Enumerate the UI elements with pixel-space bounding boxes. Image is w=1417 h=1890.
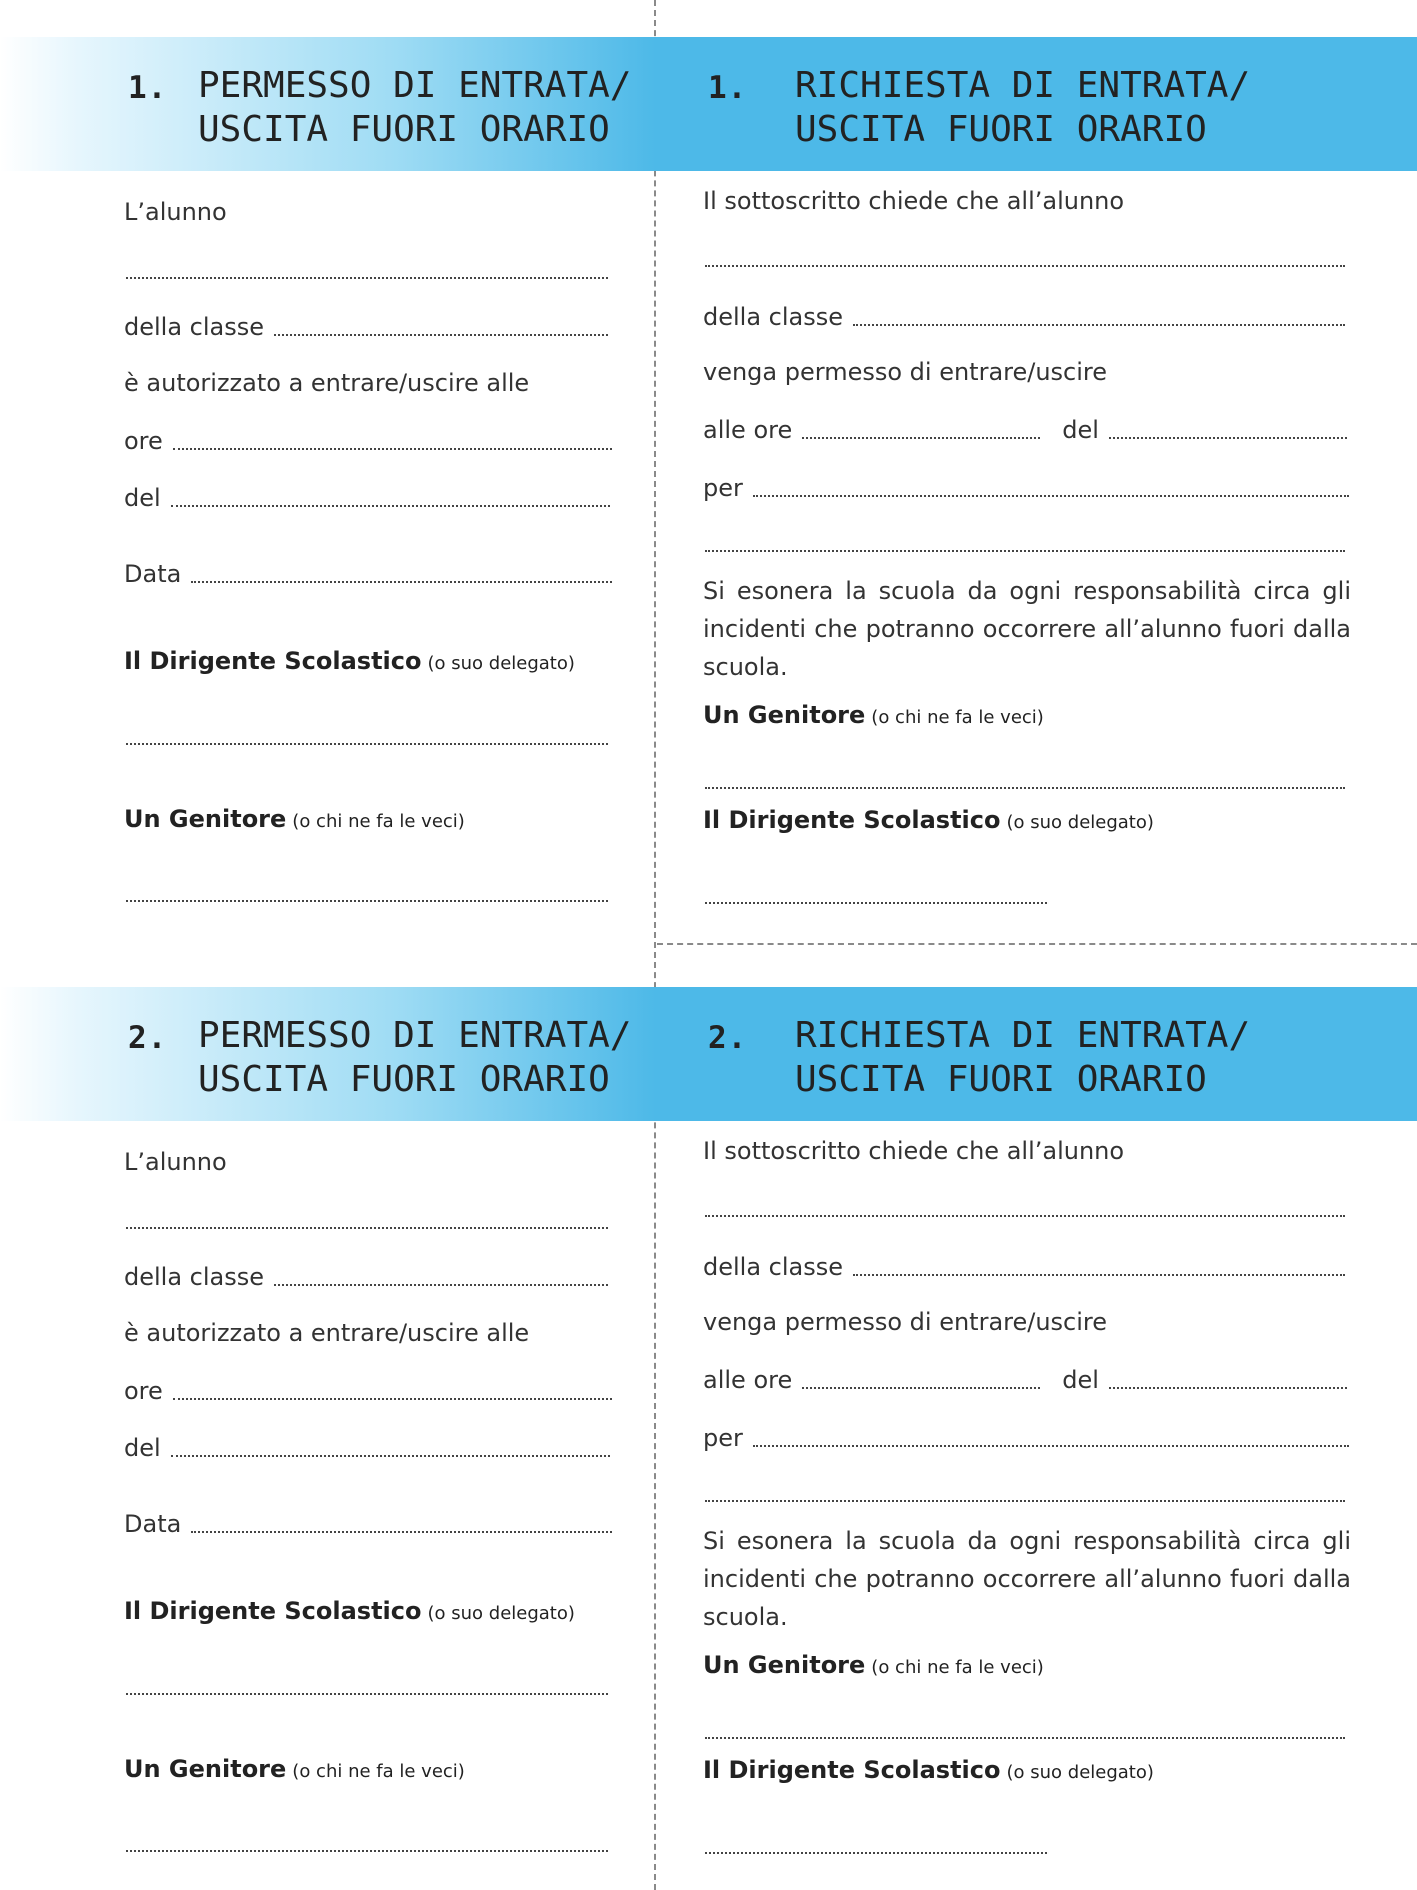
- del-field[interactable]: [124, 479, 610, 513]
- alle-ore-dots: [802, 437, 1040, 439]
- dirigente-signature-label: [124, 646, 575, 679]
- del-field[interactable]: [124, 1429, 610, 1463]
- data-label: Data: [124, 1510, 182, 1538]
- genitore-note: (o chi ne fa le veci): [871, 707, 1044, 728]
- alle-ore-del-field[interactable]: [703, 411, 1347, 445]
- classe-field[interactable]: [124, 308, 608, 342]
- permesso-number: 1.: [128, 70, 168, 106]
- per-dots: [753, 495, 1349, 497]
- per-label: per: [703, 1424, 743, 1452]
- richiesta-number: 1.: [708, 70, 748, 106]
- genitore-label: Un Genitore: [124, 1755, 287, 1783]
- per-field-line-2[interactable]: [705, 1500, 1345, 1502]
- genitore-label: Un Genitore: [703, 701, 866, 729]
- per-field[interactable]: [703, 1419, 1349, 1453]
- permesso-number: 2.: [128, 1020, 168, 1056]
- alunno-field[interactable]: [126, 1227, 608, 1229]
- classe-field[interactable]: [703, 298, 1345, 332]
- per-label: per: [703, 474, 743, 502]
- classe-dots: [853, 1274, 1345, 1276]
- dirigente-signature-field[interactable]: [126, 1693, 608, 1695]
- genitore-signature-field[interactable]: [705, 787, 1345, 789]
- genitore-signature-label: [124, 1754, 465, 1787]
- dirigente-note: (o suo delegato): [1006, 1762, 1154, 1783]
- intro-text: Il sottoscritto chiede che all’alunno: [703, 187, 1125, 215]
- permesso-title: PERMESSO DI ENTRATA/ USCITA FUORI ORARIO: [198, 1015, 632, 1100]
- genitore-signature-label: [124, 804, 465, 837]
- genitore-signature-field[interactable]: [126, 900, 608, 902]
- intro-text: Il sottoscritto chiede che all’alunno: [703, 1137, 1125, 1165]
- alunno-label: L’alunno: [124, 1148, 227, 1176]
- dirigente-label: Il Dirigente Scolastico: [703, 806, 1001, 834]
- horizontal-cut-line: [657, 943, 1417, 945]
- dirigente-label: Il Dirigente Scolastico: [124, 647, 422, 675]
- data-label: Data: [124, 560, 182, 588]
- ore-dots: [173, 1398, 612, 1400]
- classe-field[interactable]: [703, 1248, 1345, 1282]
- esonero-text: Si esonera la scuola da ogni responsabilità circa gli incidenti che potranno occorrere all’alunno fuori dalla scuola.: [703, 577, 1351, 681]
- del-label: del: [124, 1434, 161, 1462]
- alunno-field[interactable]: [705, 1215, 1345, 1217]
- alunno-field[interactable]: [705, 265, 1345, 267]
- richiesta-title: RICHIESTA DI ENTRATA/ USCITA FUORI ORARIO: [795, 65, 1251, 150]
- classe-label: della classe: [703, 303, 844, 331]
- ore-label: ore: [124, 1377, 163, 1405]
- classe-field[interactable]: [124, 1258, 608, 1292]
- richiesta-title: RICHIESTA DI ENTRATA/ USCITA FUORI ORARIO: [795, 1015, 1251, 1100]
- ore-dots: [173, 448, 612, 450]
- alle-ore-label: alle ore: [703, 416, 793, 444]
- data-dots: [191, 1531, 612, 1533]
- per-dots: [753, 1445, 1349, 1447]
- vertical-cut-line: [654, 0, 656, 1890]
- del-dots: [1109, 1387, 1347, 1389]
- dirigente-label: Il Dirigente Scolastico: [703, 1756, 1001, 1784]
- dirigente-note: (o suo delegato): [1006, 812, 1154, 833]
- richiesta-number: 2.: [708, 1020, 748, 1056]
- del-dots: [171, 505, 610, 507]
- alle-ore-label: alle ore: [703, 1366, 793, 1394]
- data-field[interactable]: [124, 1505, 612, 1539]
- genitore-label: Un Genitore: [703, 1651, 866, 1679]
- del-dots: [1109, 437, 1347, 439]
- permesso-text: venga permesso di entrare/uscire: [703, 1308, 1108, 1336]
- del-label: del: [1062, 416, 1099, 444]
- genitore-signature-field[interactable]: [705, 1737, 1345, 1739]
- genitore-note: (o chi ne fa le veci): [292, 1761, 465, 1782]
- esonero-text: Si esonera la scuola da ogni responsabilità circa gli incidenti che potranno occorrere all’alunno fuori dalla scuola.: [703, 1527, 1351, 1631]
- data-field[interactable]: [124, 555, 612, 589]
- genitore-label: Un Genitore: [124, 805, 287, 833]
- dirigente-signature-label: [124, 1596, 575, 1629]
- dirigente-note: (o suo delegato): [427, 1603, 575, 1624]
- dirigente-signature-field[interactable]: [126, 743, 608, 745]
- genitore-signature-field[interactable]: [126, 1850, 608, 1852]
- alle-ore-del-field[interactable]: [703, 1361, 1347, 1395]
- classe-dots: [853, 324, 1345, 326]
- per-field-line-2[interactable]: [705, 550, 1345, 552]
- permesso-text: venga permesso di entrare/uscire: [703, 358, 1108, 386]
- ore-field[interactable]: [124, 1372, 612, 1406]
- per-field[interactable]: [703, 469, 1349, 503]
- dirigente-signature-field[interactable]: [705, 902, 1047, 904]
- alunno-field[interactable]: [126, 277, 608, 279]
- dirigente-signature-label: [703, 805, 1154, 838]
- genitore-signature-label: [703, 1650, 1044, 1683]
- classe-label: della classe: [703, 1253, 844, 1281]
- data-dots: [191, 581, 612, 583]
- ore-field[interactable]: [124, 422, 612, 456]
- del-dots: [171, 1455, 610, 1457]
- alle-ore-dots: [802, 1387, 1040, 1389]
- classe-dots: [274, 334, 608, 336]
- autorizzato-text: è autorizzato a entrare/uscire alle: [124, 1319, 530, 1347]
- del-label: del: [1062, 1366, 1099, 1394]
- permesso-title: PERMESSO DI ENTRATA/ USCITA FUORI ORARIO: [198, 65, 632, 150]
- classe-label: della classe: [124, 313, 265, 341]
- classe-label: della classe: [124, 1263, 265, 1291]
- dirigente-signature-field[interactable]: [705, 1852, 1047, 1854]
- dirigente-signature-label: [703, 1755, 1154, 1788]
- alunno-label: L’alunno: [124, 198, 227, 226]
- genitore-note: (o chi ne fa le veci): [871, 1657, 1044, 1678]
- del-label: del: [124, 484, 161, 512]
- dirigente-note: (o suo delegato): [427, 653, 575, 674]
- dirigente-label: Il Dirigente Scolastico: [124, 1597, 422, 1625]
- autorizzato-text: è autorizzato a entrare/uscire alle: [124, 369, 530, 397]
- genitore-signature-label: [703, 700, 1044, 733]
- ore-label: ore: [124, 427, 163, 455]
- genitore-note: (o chi ne fa le veci): [292, 811, 465, 832]
- classe-dots: [274, 1284, 608, 1286]
